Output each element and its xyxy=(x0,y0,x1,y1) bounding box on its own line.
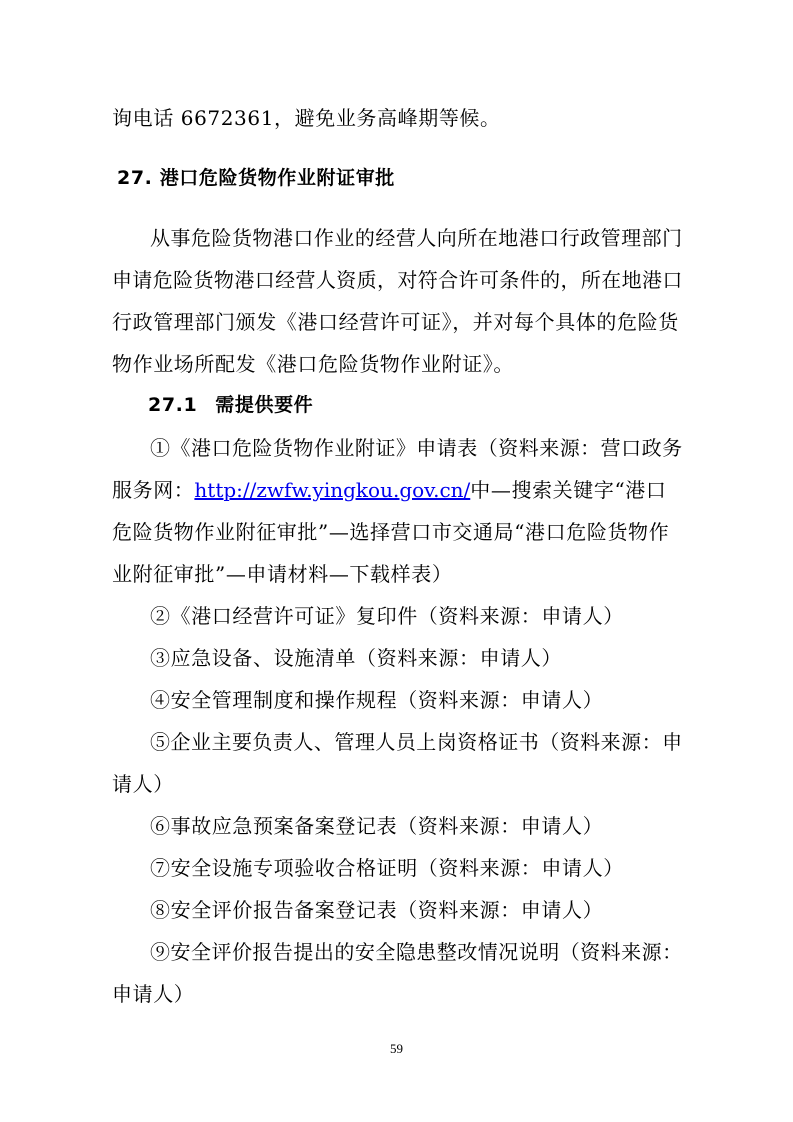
page-number: 59 xyxy=(390,1041,403,1056)
section-heading xyxy=(117,166,395,190)
website-link[interactable]: http://zwfw.yingkou.gov.cn/ xyxy=(194,478,471,502)
list-item-line: 申请人） xyxy=(112,982,195,1006)
subsection-title: 需提供要件 xyxy=(215,394,314,416)
list-item-line: ①《港口危险货物作业附证》申请表（资料来源：营口政务 xyxy=(150,436,683,460)
list-item-line: 请人） xyxy=(112,772,174,796)
paragraph-line: 行政管理部门颁发《港口经营许可证》，并对每个具体的危险货 xyxy=(112,310,679,334)
list-item-line: ④安全管理制度和操作规程（资料来源：申请人） xyxy=(150,688,604,712)
list-item-line: 业附征审批”—申请材料—下载样表） xyxy=(112,562,453,586)
paragraph-line: 询电话 6672361，避免业务高峰期等候。 xyxy=(112,106,501,130)
subsection-number: 27.1 xyxy=(148,394,198,416)
paragraph-line: 申请危险货物港口经营人资质，对符合许可条件的，所在地港口 xyxy=(112,268,683,292)
section-number: 27. xyxy=(117,167,153,189)
list-item-line: ⑦安全设施专项验收合格证明（资料来源：申请人） xyxy=(150,856,624,880)
subsection-heading xyxy=(148,393,313,417)
list-item-line: ⑧安全评价报告备案登记表（资料来源：申请人） xyxy=(150,898,604,922)
list-item-line: ⑤企业主要负责人、管理人员上岗资格证书（资料来源：申 xyxy=(150,730,683,754)
list-item-line: 危险货物作业附征审批”—选择营口市交通局“港口危险货物作 xyxy=(112,520,670,544)
section-title: 港口危险货物作业附证审批 xyxy=(159,167,395,189)
list-item-line: ②《港口经营许可证》复印件（资料来源：申请人） xyxy=(150,604,624,628)
list-item-line xyxy=(112,478,667,502)
list-item-text: 服务网： xyxy=(112,478,195,502)
list-item-text: 中—搜索关键字“港口 xyxy=(470,478,667,502)
paragraph-line: 物作业场所配发《港口危险货物作业附证》。 xyxy=(112,352,514,376)
paragraph-line: 从事危险货物港口作业的经营人向所在地港口行政管理部门 xyxy=(150,226,683,250)
list-item-line: ⑥事故应急预案备案登记表（资料来源：申请人） xyxy=(150,814,604,838)
list-item-line: ⑨安全评价报告提出的安全隐患整改情况说明（资料来源： xyxy=(150,940,683,964)
list-item-line: ③应急设备、设施清单（资料来源：申请人） xyxy=(150,646,562,670)
